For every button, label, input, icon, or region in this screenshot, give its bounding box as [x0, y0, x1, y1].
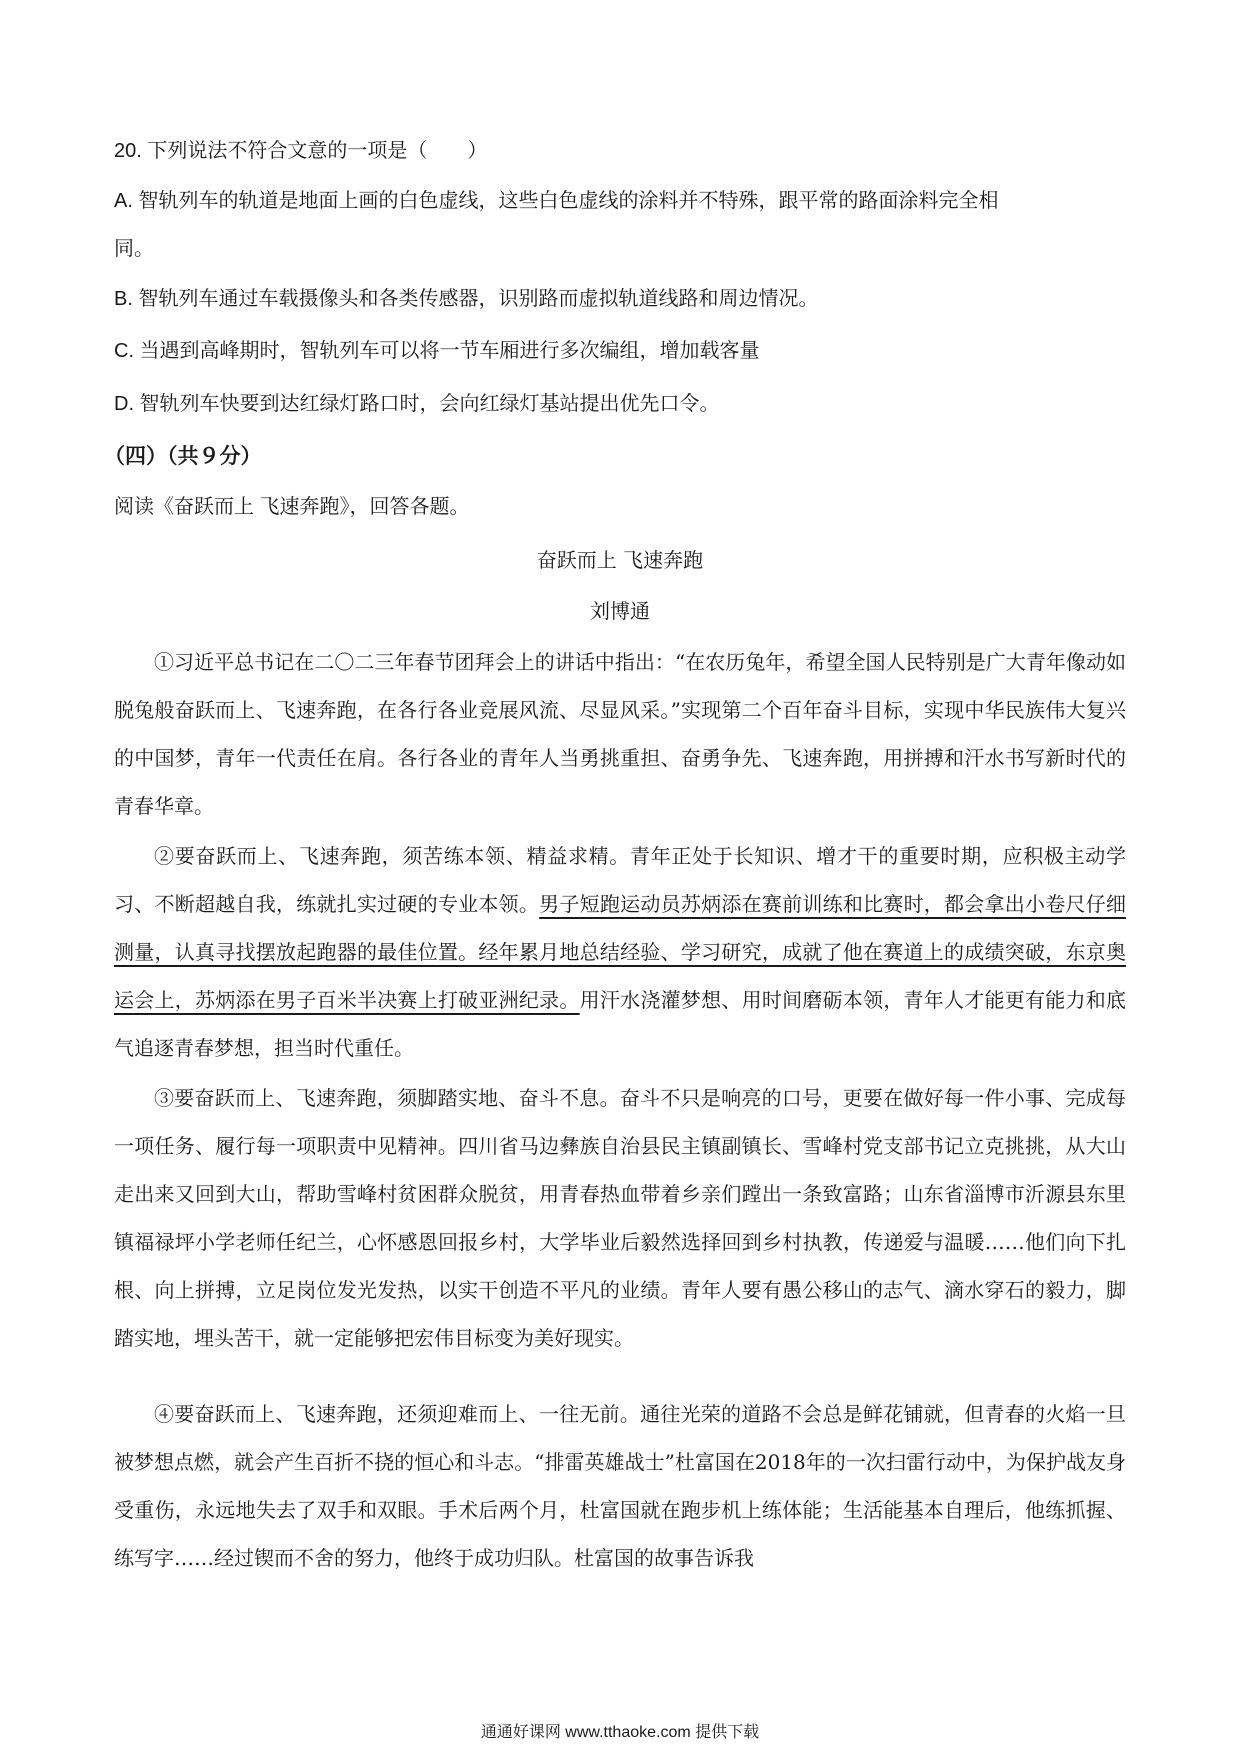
- paragraph-4: ④要奋跃而上、飞速奔跑，还须迎难而上、一往无前。通往光荣的道路不会总是鲜花铺就，但青春的火焰一旦被梦想点燃，就会产生百折不挠的恒心和斗志。“排雷英雄战士”杜富国在2018年的一次扫雷行动中，为保护战友身受重伤，永远地失去了双手和双眼。手术后两个月，杜富国就在跑步机上练体能；生活能基本自理后，他练抓握、练写字……经过锲而不舍的努力，他终于成功归队。杜富国的故事告诉我: [114, 1402, 1126, 1570]
- paragraph-2-underlined-example: 男子短跑运动员苏炳添在赛前训练和比赛时，都会拿出小卷尺仔细测量，认真寻找摆放起跑器的最佳位置。经年累月地总结经验、学习研究，成就了他在赛道上的成绩突破，东京奥运会上，苏炳添在男子百米半决赛上打破亚洲纪录。: [114, 892, 1127, 1012]
- article-author: 刘博通: [590, 599, 650, 623]
- option-a-line1: A. 智轨列车的轨道是地面上画的白色虚线，这些白色虚线的涂料并不特殊，跟平常的路面涂料完全相: [114, 190, 999, 212]
- footer-source: 通通好课网 www.tthaoke.com 提供下载: [480, 1724, 760, 1741]
- paragraph-2: [114, 832, 1126, 1072]
- paragraph-3: ③要奋跃而上、飞速奔跑，须脚踏实地、奋斗不息。奋斗不只是响亮的口号，更要在做好每一件小事、完成每一项任务、履行每一项职责中见精神。四川省马边彝族自治县民主镇副镇长、雪峰村党支部书记立克挑挑，从大山走出来又回到大山，帮助雪峰村贫困群众脱贫，用青春热血带着乡亲们蹚出一条致富路；山东省淄博市沂源县东里镇福禄坪小学老师任纪兰，心怀感恩回报乡村，大学毕业后毅然选择回到乡村执教，传递爱与温暖……他们向下扎根、向上拼搏，立足岗位发光发热，以实干创造不平凡的业绩。青年人要有愚公移山的志气、滴水穿石的毅力，脚踏实地，埋头苦干，就一定能够把宏伟目标变为美好现实。: [114, 1086, 1126, 1350]
- section-heading: （四）（共９分）: [104, 445, 262, 468]
- question-20-stem: 20. 下列说法不符合文意的一项是（ ）: [114, 140, 488, 162]
- option-d: D. 智轨列车快要到达红绿灯路口时，会向红绿灯基站提出优先口令。: [114, 393, 720, 415]
- reading-instruction: 阅读《奋跃而上 飞速奔跑》，回答各题。: [114, 496, 470, 518]
- article-title: 奋跃而上 飞速奔跑: [536, 548, 704, 572]
- paragraph-2-conclusion: 用汗水浇灌梦想、用时间磨砺本领，青年人才能更有能力和底气追逐青春梦想，担当时代重任。: [114, 988, 1127, 1060]
- option-a-line2: 同。: [114, 238, 154, 260]
- option-c: C. 当遇到高峰期时，智轨列车可以将一节车厢进行多次编组，增加载客量: [114, 340, 760, 362]
- paragraph-2-intro: ②要奋跃而上、飞速奔跑，须苦练本领、精益求精。青年正处于长知识、增才干的重要时期，应积极主动学习、不断超越自我，练就扎实过硬的专业本领。: [114, 844, 1126, 916]
- option-b: B. 智轨列车通过车载摄像头和各类传感器，识别路而虚拟轨道线路和周边情况。: [114, 288, 819, 310]
- paragraph-1: ①习近平总书记在二〇二三年春节团拜会上的讲话中指出：“在农历兔年，希望全国人民特别是广大青年像动如脱兔般奋跃而上、飞速奔跑，在各行各业竞展风流、尽显风采。”实现第二个百年奋斗目标，实现中华民族伟大复兴的中国梦，青年一代责任在肩。各行各业的青年人当勇挑重担、奋勇争先、飞速奔跑，用拼搏和汗水书写新时代的青春华章。: [114, 650, 1126, 818]
